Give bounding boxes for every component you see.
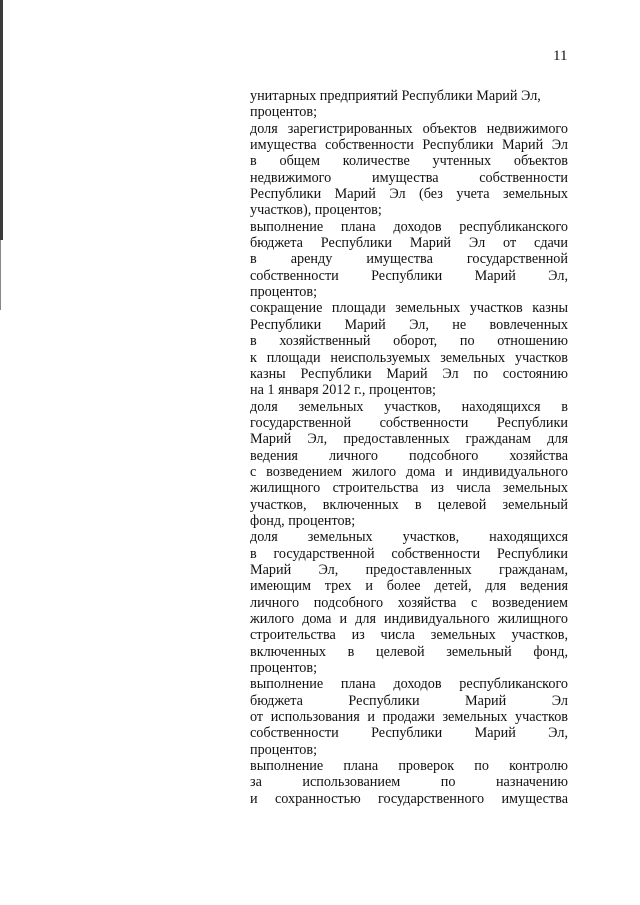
text-line: сокращение площади земельных участков казны <box>250 300 568 317</box>
text-line: бюджета Республики Марий Эл от сдачи <box>250 235 568 252</box>
text-line: имущества собственности Республики Марий Эл <box>250 137 568 154</box>
text-line: от использования и продажи земельных участков <box>250 709 568 726</box>
text-line: на 1 января 2012 г., процентов; <box>250 382 436 399</box>
text-line: Республики Марий Эл (без учета земельных <box>250 186 568 203</box>
text-line: унитарных предприятий Республики Марий Эл, <box>250 88 541 104</box>
text-line: доля земельных участков, находящихся в <box>250 398 568 415</box>
text-line: государственной собственности Республики <box>250 414 568 431</box>
text-line: доля земельных участков, находящихся <box>250 529 568 546</box>
text-line: процентов; <box>250 284 318 301</box>
text-line: бюджета Республики Марий Эл <box>250 692 568 709</box>
text-line: выполнение плана проверок по контролю <box>250 758 568 775</box>
text-line: казны Республики Марий Эл по состоянию <box>250 365 568 382</box>
text-line: за использованием по назначению <box>250 774 568 791</box>
text-line: в аренду имущества государственной <box>250 251 568 268</box>
text-line: доля зарегистрированных объектов недвижимого <box>250 120 568 137</box>
text-line: жилого дома и для индивидуального жилищного <box>250 611 568 627</box>
text-line: собственности Республики Марий Эл, <box>250 725 568 742</box>
body-text <box>250 88 568 807</box>
scan-edge-shadow <box>0 0 3 240</box>
scan-edge-shadow-lower <box>0 240 1 310</box>
text-line: в государственной собственности Республики <box>250 545 568 562</box>
text-line: собственности Республики Марий Эл, <box>250 267 568 284</box>
text-line: жилищного строительства из числа земельных <box>250 480 568 497</box>
page-number: 11 <box>553 48 568 64</box>
text-line: с возведением жилого дома и индивидуального <box>250 463 568 480</box>
text-line: в хозяйственный оборот, по отношению <box>250 333 568 350</box>
text-line: Республики Марий Эл, не вовлеченных <box>250 316 568 333</box>
text-line: выполнение плана доходов республиканского <box>250 218 568 235</box>
text-line: личного подсобного хозяйства с возведением <box>250 594 568 611</box>
text-line: в общем количестве учтенных объектов <box>250 153 568 170</box>
text-line: участков), процентов; <box>250 202 382 219</box>
text-line: недвижимого имущества собственности <box>250 169 568 186</box>
text-line: имеющим трех и более детей, для ведения <box>250 578 568 595</box>
text-line: ведения личного подсобного хозяйства <box>250 447 568 464</box>
text-line: к площади неиспользуемых земельных участков <box>250 349 568 366</box>
text-line: строительства из числа земельных участков, <box>250 627 568 644</box>
text-line: включенных в целевой земельный фонд, <box>250 643 568 660</box>
text-line: участков, включенных в целевой земельный <box>250 496 568 513</box>
text-line: выполнение плана доходов республиканского <box>250 676 568 693</box>
text-line: Марий Эл, предоставленных гражданам для <box>250 431 568 448</box>
text-line: Марий Эл, предоставленных гражданам, <box>250 561 568 578</box>
text-line: процентов; <box>250 660 318 677</box>
text-line: процентов; <box>250 741 318 758</box>
text-line: фонд, процентов; <box>250 512 356 529</box>
text-line: и сохранностью государственного имущества <box>250 790 568 807</box>
text-line: процентов; <box>250 104 318 121</box>
